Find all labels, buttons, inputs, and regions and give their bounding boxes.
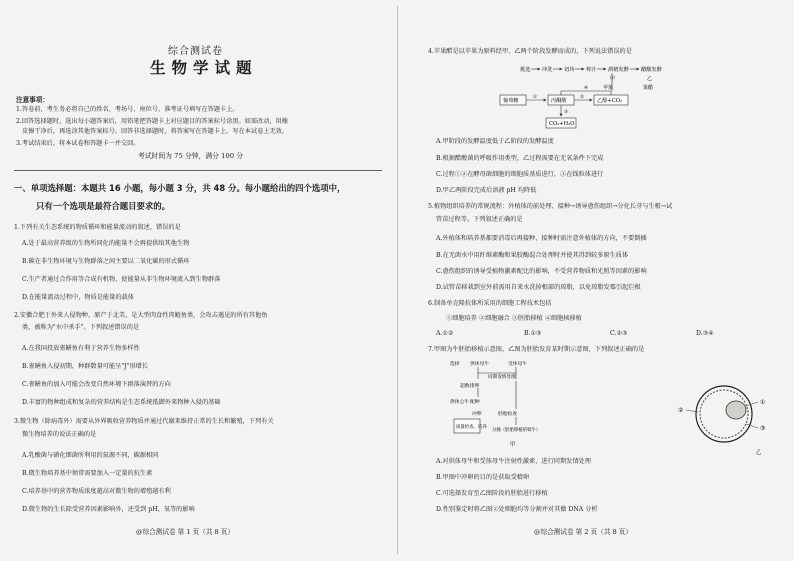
flow-vinegar: 果醋 xyxy=(643,85,654,91)
yi-label-1: ② xyxy=(678,407,684,414)
page-2 xyxy=(398,0,794,561)
section-heading: 一、单项选择题：本题共 16 小题，每小题 3 分，共 48 分。每小题给出的四个选项中， xyxy=(14,183,346,193)
yi-label-2: ① xyxy=(760,399,766,406)
flow-ethanol: 乙醇+CO₂ xyxy=(597,98,623,104)
notes-title: 注意事项： xyxy=(16,96,49,104)
q5-option-d: D.试管苗移栽到室外前需用自来水洗掉根部的琼脂，以免琼脂发霉引起烂根 xyxy=(436,284,641,291)
flow-glucose: 葡萄糖 xyxy=(503,98,519,104)
flow-pyruvate: 丙酮酸 xyxy=(551,98,567,104)
flow-label-yi: 乙 xyxy=(647,76,653,82)
time-note: 考试时间为 75 分钟，满分 100 分 xyxy=(138,152,244,160)
q7-option-a: A.对供体母牛和受体母牛注射性激素，进行同期发情处理 xyxy=(436,458,591,465)
q2-stem-cont: 类，被称为"水中杀手"。下列叙述错误的是 xyxy=(22,324,140,331)
jia-donor-male: 供体公牛 xyxy=(450,400,470,405)
q1-option-c: C.生产者通过合作用等合成有机物，使能量从非生物环境流入到生物群落 xyxy=(22,276,221,283)
q3-stem: 3.微生物（除病毒外）需要从外界吸收营养物质并通过代谢来维持正常的生长和繁殖，下列有关 xyxy=(14,418,274,425)
q2-option-d: D.丰富的物种组成和复杂的营养结构是生态系统抵御外来物种入侵的基础 xyxy=(22,399,221,406)
q3-option-c: C.培养基中的营养物质浓度越高对微生物的增殖越有利 xyxy=(22,488,171,495)
flow-step-pick: 挑选 xyxy=(520,67,531,73)
q1-option-d: D.在能量流动过程中，物质是能量的载体 xyxy=(22,294,134,301)
jia-mating: 配种 xyxy=(470,400,480,405)
flow-step-3: ③ xyxy=(564,110,569,115)
q1-option-a: A.处于最高营养级的生物所同化的能量不会再提供给其他生物 xyxy=(22,240,190,247)
q4-process-diagram xyxy=(498,58,688,136)
flow-step-rinse: 冲洗 xyxy=(542,67,553,73)
q4-option-b: B.根据醋酸菌的呼吸作用类型，乙过程需要在无氧条件下完成 xyxy=(436,155,604,162)
q2-option-b: B.雀鳝鱼入侵初期，种群数量可能呈"J"形增长 xyxy=(22,363,149,370)
q1-stem: 1.下列有关生态系统的物质循环和能量流动的叙述，错误的是 xyxy=(14,224,181,231)
q7-option-d: D.性别鉴定时将乙图②处细胞均等分割并对其做 DNA 分析 xyxy=(436,506,598,513)
note-3: 3.考试结束后，将本试卷和答题卡一并交回。 xyxy=(16,140,140,147)
q3-stem-cont: 微生物培养的说法正确的是 xyxy=(22,431,97,438)
yi-caption: 乙 xyxy=(756,450,762,456)
q6-items: ①细胞培养 ②细胞融合 ③胚胎移植 ④细胞核移植 xyxy=(446,315,582,322)
q4-option-a: A.甲阶段的发酵温度低于乙阶段的发酵温度 xyxy=(436,138,554,145)
jia-embryo-check: 胚胎检查 xyxy=(498,412,518,417)
inner-cell-mass xyxy=(726,401,746,419)
q4-stem: 4.苹果醋是以苹果为原料经甲、乙两个阶段发酵而成的，下列说法错误的是 xyxy=(428,48,632,55)
q6-option-d: D.③④ xyxy=(696,330,714,337)
q6-stem: 6.制备单克隆抗体所采用的细胞工程技术包括 xyxy=(428,300,552,307)
page-1-footer: @综合测试卷 第 1 页（共 8 页） xyxy=(136,528,234,536)
flow-step-acetic: 醋酸发酵 xyxy=(641,67,662,73)
q5-option-b: B.在无菌水中用纤维素酶和果胶酶混合处理时并使其得到较多原生质体 xyxy=(436,252,629,259)
q7-option-b: B.甲图中冲卵的目的是获取受精卵 xyxy=(436,474,530,481)
exam-subtitle: 综合测试卷 xyxy=(168,46,223,57)
q7-stem: 7.甲图为牛胚胎移植示意图，乙图为胚胎发育某时期示意图，下列叙述正确的是 xyxy=(428,346,645,353)
jia-birth: 分娩（胚胎移植的犊牛） xyxy=(492,428,541,433)
q3-option-d: D.微生物的生长除受营养因素影响外，还受到 pH、氧等的影响 xyxy=(22,506,195,513)
flow-step-4: ④ xyxy=(584,86,589,91)
flow-step-juice: 榨汁 xyxy=(586,67,597,73)
jia-recipient-female: 受体母牛 xyxy=(508,362,528,367)
q7-diagram-jia xyxy=(448,357,598,449)
q4-option-c: C.过程①②在酵母菌细胞的细胞质基质进行，③在线粒体进行 xyxy=(436,171,604,178)
jia-quality-culture: 质量检查、培养 xyxy=(456,425,487,430)
q5-stem-cont: 管苗过程等。下列叙述正确的是 xyxy=(436,216,523,223)
q7-diagram-yi xyxy=(676,382,772,458)
q7-option-c: C.可选择发育至乙图阶段的胚胎进行移植 xyxy=(436,490,548,497)
flow-step-cut: 切块 xyxy=(564,67,575,73)
q6-option-b: B.①③ xyxy=(524,330,542,337)
q3-option-a: A.乳酸菌与硝化细菌所利用的氮源不同，碳源相同 xyxy=(22,452,159,459)
exam-title: 生物学试题 xyxy=(150,59,258,77)
flow-step-2: ② xyxy=(580,95,585,100)
yi-label-3: ③ xyxy=(760,425,766,432)
q1-option-b: B.碳在非生物环境与生物群落之间主要以二氧化碳的形式循环 xyxy=(22,258,190,265)
q6-option-c: C.②③ xyxy=(610,330,628,337)
section-heading-cont: 只有一个选项是最符合题目要求的。 xyxy=(36,201,170,211)
flow-apple: 苹果 xyxy=(603,85,614,91)
jia-flushing: 冲卵 xyxy=(472,412,482,417)
q2-option-c: C.雀鳝鱼的加入可能会改变自然环境下群落演替的方向 xyxy=(22,381,171,388)
q2-stem: 2.安徽合肥于外来人侵物种，原产于北美，是大型肉食性肉鲢鱼类，会攻击遇见的所有其他鱼 xyxy=(14,312,268,319)
q5-stem: 5.植物组织培养的常规流程：外植体的前处理、接种→诱导愈伤组织→分化长芽与生根→试 xyxy=(428,203,673,210)
flow-step-1: ① xyxy=(533,95,538,100)
page-2-footer: @综合测试卷 第 2 页（共 8 页） xyxy=(534,528,632,536)
header-rule xyxy=(14,170,382,171)
jia-caption: 甲 xyxy=(510,442,516,448)
q3-option-b: B.微生物培养基中须常需要加入一定量的抗生素 xyxy=(22,470,153,477)
q2-option-a: A.在我国投放雀鳝鱼有利于营养生物多样性 xyxy=(22,345,140,352)
note-2: 2.回答选择题时，选出每小题答案后，用铅笔把答题卡上对应题目的答案标号涂黑。如需改动，用橡 xyxy=(16,118,288,125)
q5-option-c: C.愈伤组织的诱导受植物激素配比的影响，不受营养物质和光照等因素的影响 xyxy=(436,268,647,275)
jia-sync: 同期发情处理 xyxy=(488,375,516,380)
q4-option-d: D.甲乙两阶段完成后溶液 pH 均降低 xyxy=(436,187,537,194)
q6-option-a: A.①② xyxy=(436,330,454,337)
jia-donor-female: 供体母牛 xyxy=(470,362,490,367)
q5-option-a: A.外植体和培养基都要消毒后再接种，接种时需注意外植体的方向，不要倒插 xyxy=(436,235,647,242)
note-2-cont: 皮擦干净后，再选涂其他答案标号。回答非选择题时，将答案写在答题卡上。写在本试卷上无效。 xyxy=(22,128,289,135)
jia-superovulation: 超数排卵 xyxy=(460,384,480,389)
jia-select: 选择 xyxy=(450,362,460,367)
flow-co2-h2o: CO₂+H₂O xyxy=(549,121,575,127)
flow-label-jia: 甲 xyxy=(610,76,616,82)
flow-step-alcohol: 酒精发酵 xyxy=(608,67,629,73)
note-1: 1.答卷前，考生务必将自己的姓名、考场号、座位号、准考证号填写在答题卡上。 xyxy=(16,106,239,113)
